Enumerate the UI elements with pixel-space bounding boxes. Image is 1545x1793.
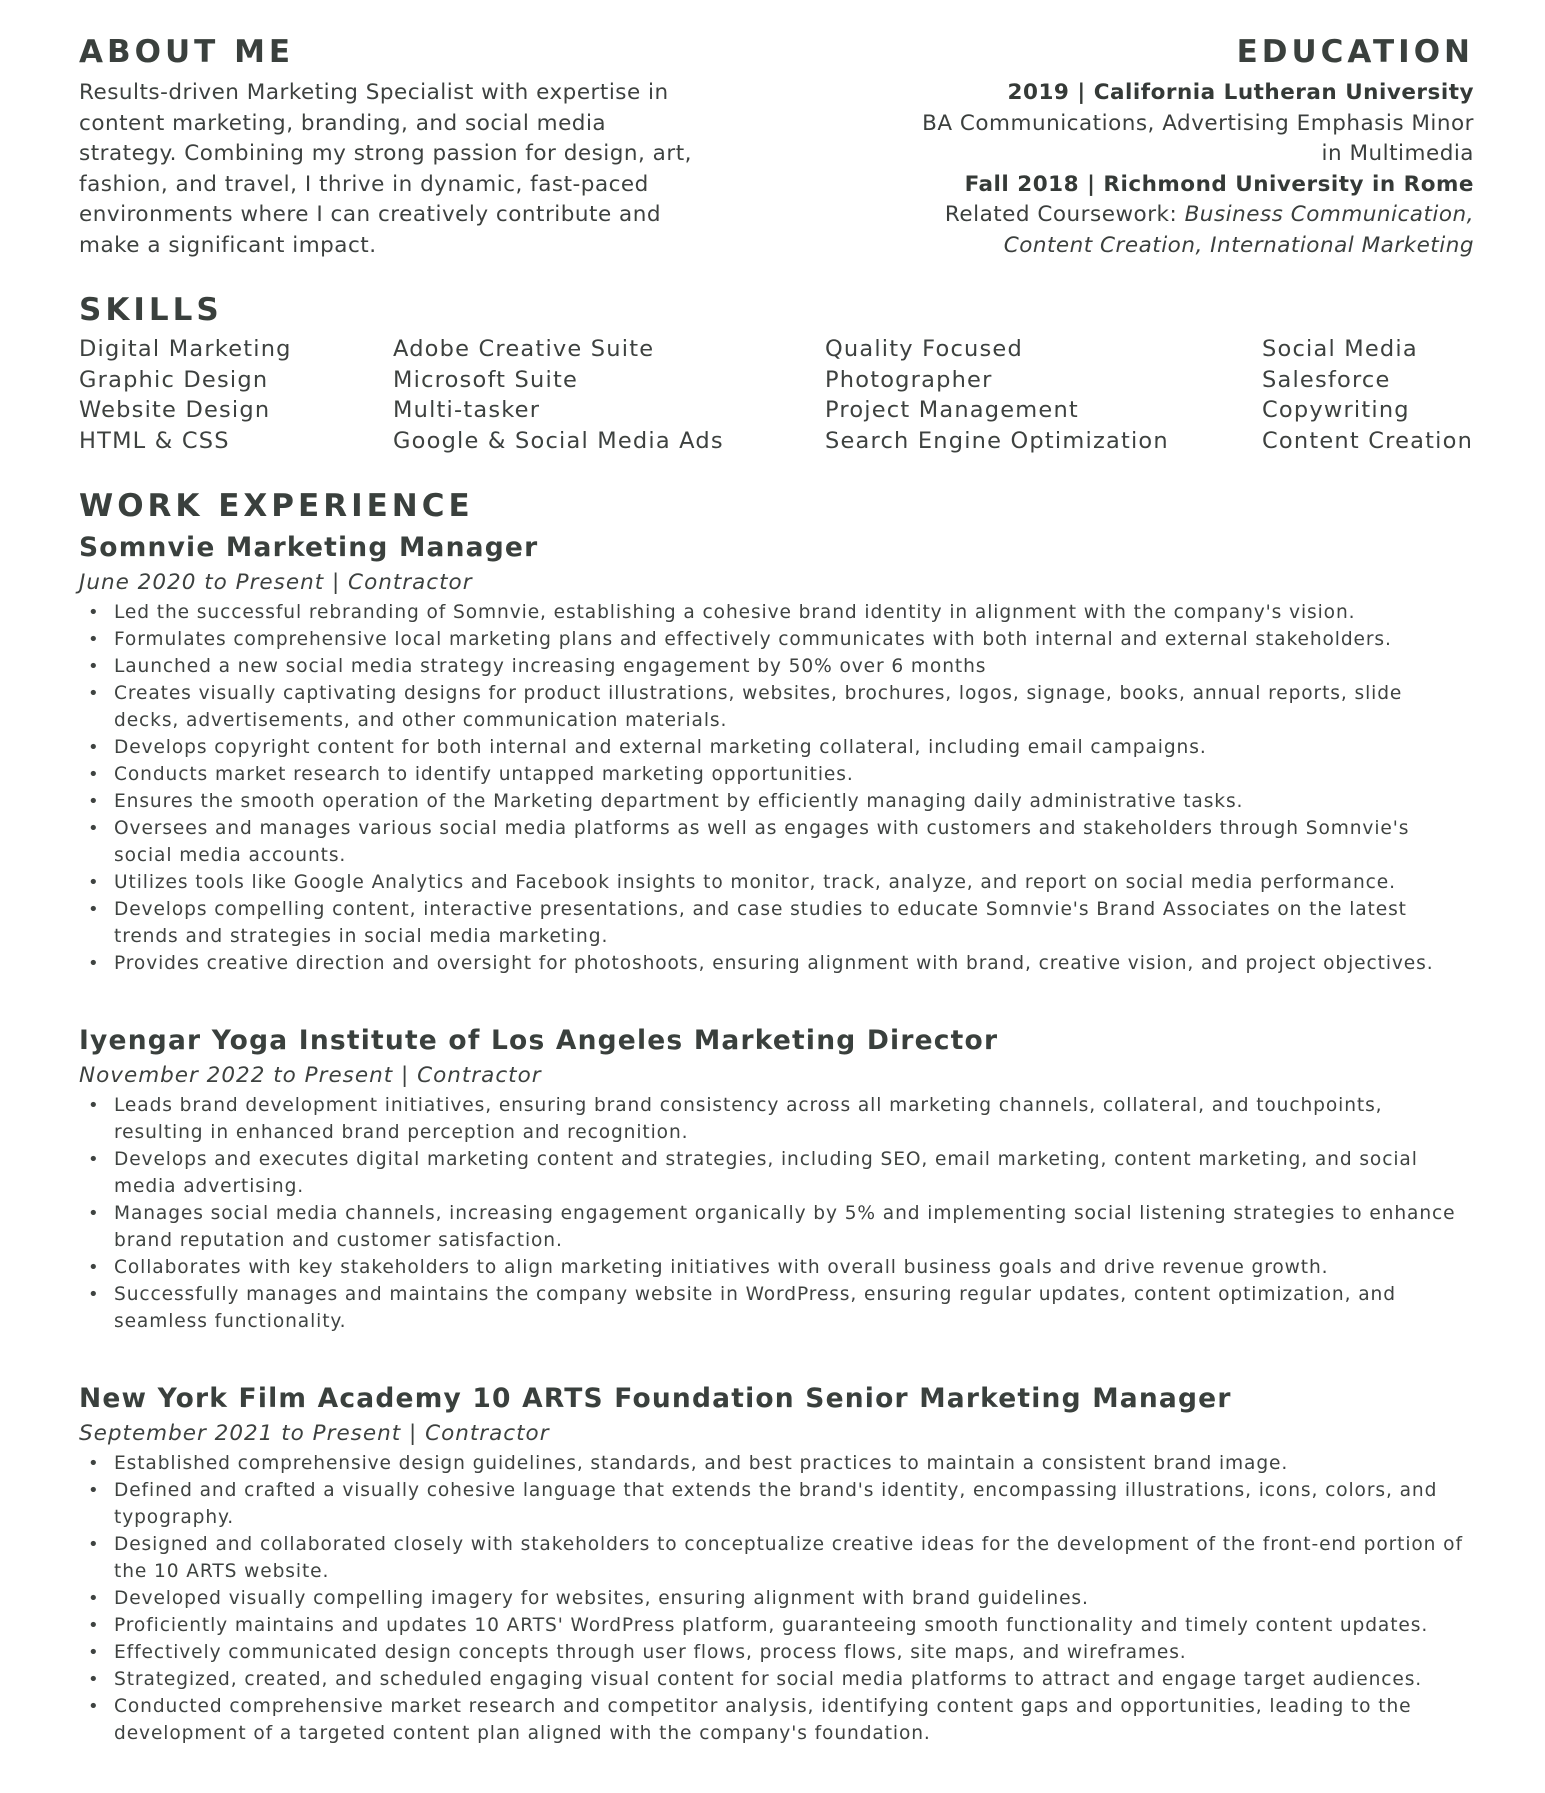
job-bullet: • Successfully manages and maintains the company website in WordPress, ensuring regular updates, content optimization, and seamless functionality. <box>79 1281 1474 1335</box>
job-bullet-list <box>79 1450 1474 1747</box>
job-entry <box>79 1381 1474 1747</box>
job-bullet: • Oversees and manages various social media platforms as well as engages with customers and stakeholders through Somnvie's social media accounts. <box>79 815 1474 869</box>
job-bullet: • Collaborates with key stakeholders to align marketing initiatives with overall business goals and drive revenue growth. <box>79 1254 1474 1281</box>
job-bullet: • Defined and crafted a visually cohesive language that extends the brand's identity, encompassing illustrations, icons, colors, and typography. <box>79 1477 1474 1531</box>
education-coursework-line-1 <box>834 200 1474 231</box>
skill-item: Microsoft Suite <box>393 366 579 393</box>
job-bullet: • Effectively communicated design concepts through user flows, process flows, site maps, and wireframes. <box>79 1639 1474 1666</box>
skill-item: Copywriting <box>1262 397 1410 423</box>
job-date: September 2021 to Present | Contractor <box>79 1421 550 1446</box>
skill-item: Website Design <box>79 397 271 423</box>
skills-column-2 <box>393 334 724 456</box>
skills-column-1 <box>79 334 292 456</box>
about-section <box>79 32 699 290</box>
job-bullet: • Conducted comprehensive market research and competitor analysis, identifying content gaps and opportunities, leading to the development of a targeted content plan aligned with the company's foundation. <box>79 1693 1474 1747</box>
about-text: Results-driven Marketing Specialist with expertise in content marketing, branding, and social media strategy. Combining my strong passion for design, art, fashion, and travel, I thrive in dynamic, fast-paced environments where I can creatively contribute and make a significant impact. <box>79 80 692 258</box>
skill-item: Google & Social Media Ads <box>393 427 724 454</box>
skills-column-4 <box>1262 334 1473 456</box>
job-bullet: • Develops and executes digital marketing content and strategies, including SEO, email marketing, content marketing, and social media advertising. <box>79 1146 1474 1200</box>
job-bullet: • Launched a new social media strategy increasing engagement by 50% over 6 months <box>79 653 1474 680</box>
job-bullet: • Designed and collaborated closely with stakeholders to conceptualize creative ideas for the development of the front-end portion of the 10 ARTS website. <box>79 1531 1474 1585</box>
skill-item: Salesforce <box>1262 366 1391 393</box>
top-row <box>79 32 1474 290</box>
job-bullet: • Develops compelling content, interactive presentations, and case studies to educate Somnvie's Brand Associates on the latest trends and strategies in social media marketing. <box>79 896 1474 950</box>
skill-item: Graphic Design <box>79 366 269 393</box>
job-bullet: • Formulates comprehensive local marketing plans and effectively communicates with both internal and external stakeholders. <box>79 626 1474 653</box>
job-entry <box>79 530 1474 977</box>
skill-item: HTML & CSS <box>79 427 230 454</box>
resume-page <box>79 32 1474 1793</box>
jobs-list <box>79 530 1474 1747</box>
job-bullet: • Developed visually compelling imagery for websites, ensuring alignment with brand guidelines. <box>79 1585 1474 1612</box>
job-title: New York Film Academy 10 ARTS Foundation Senior Marketing Manager <box>79 1383 1232 1414</box>
skill-item: Multi-tasker <box>393 397 541 423</box>
job-entry <box>79 1023 1474 1335</box>
job-bullet: • Manages social media channels, increasing engagement organically by 5% and implementing social listening strategies to enhance brand reputation and customer satisfaction. <box>79 1200 1474 1254</box>
education-school-2: Fall 2018 | Richmond University in Rome <box>964 171 1474 197</box>
job-bullet: • Established comprehensive design guidelines, standards, and best practices to maintain a consistent brand image. <box>79 1450 1474 1477</box>
job-bullet: • Ensures the smooth operation of the Marketing department by efficiently managing daily administrative tasks. <box>79 788 1474 815</box>
skill-item: Search Engine Optimization <box>825 427 1169 454</box>
job-bullet: • Led the successful rebranding of Somnvie, establishing a cohesive brand identity in alignment with the company's vision. <box>79 599 1474 626</box>
job-bullet: • Provides creative direction and oversight for photoshoots, ensuring alignment with brand, creative vision, and project objectives. <box>79 950 1474 977</box>
job-bullet: • Strategized, created, and scheduled engaging visual content for social media platforms to attract and engage target audiences. <box>79 1666 1474 1693</box>
skills-heading: SKILLS <box>79 292 223 328</box>
work-experience-section <box>79 486 1474 1747</box>
skill-item: Quality Focused <box>825 336 1023 362</box>
skill-item: Adobe Creative Suite <box>393 336 655 362</box>
skill-item: Digital Marketing <box>79 336 292 362</box>
job-bullet: • Conducts market research to identify untapped marketing opportunities. <box>79 761 1474 788</box>
job-date: June 2020 to Present | Contractor <box>79 570 473 595</box>
education-heading: EDUCATION <box>1236 34 1474 70</box>
job-bullet: • Utilizes tools like Google Analytics and Facebook insights to monitor, track, analyze, and report on social media performance. <box>79 869 1474 896</box>
job-bullet-list <box>79 1092 1474 1335</box>
job-title: Iyengar Yoga Institute of Los Angeles Marketing Director <box>79 1025 999 1056</box>
skill-item: Photographer <box>825 366 993 393</box>
job-title: Somnvie Marketing Manager <box>79 532 539 563</box>
education-school-1: 2019 | California Lutheran University <box>1007 80 1474 105</box>
education-section <box>834 32 1474 290</box>
skills-section <box>79 290 1474 486</box>
job-bullet-list <box>79 599 1474 977</box>
education-coursework-line-2: Content Creation, International Marketing <box>1003 232 1474 258</box>
job-bullet: • Develops copyright content for both internal and external marketing collateral, including email campaigns. <box>79 734 1474 761</box>
skill-item: Project Management <box>825 397 1079 423</box>
work-experience-heading: WORK EXPERIENCE <box>79 488 474 524</box>
education-degree-1-line-1: BA Communications, Advertising Emphasis Minor <box>922 110 1474 136</box>
coursework-label: Related Coursework: <box>944 202 1185 227</box>
education-degree-1-line-2: in Multimedia <box>1321 141 1474 166</box>
skill-item: Social Media <box>1262 336 1418 362</box>
job-bullet: • Creates visually captivating designs for product illustrations, websites, brochures, logos, signage, books, annual reports, slide decks, advertisements, and other communication materials. <box>79 680 1474 734</box>
coursework-list-part-1: Business Communication, <box>1184 202 1474 227</box>
job-date: November 2022 to Present | Contractor <box>79 1063 542 1088</box>
skill-item: Content Creation <box>1262 427 1474 454</box>
skills-grid <box>79 334 1474 464</box>
job-bullet: • Leads brand development initiatives, ensuring brand consistency across all marketing channels, collateral, and touchpoints, resulting in enhanced brand perception and recognition. <box>79 1092 1474 1146</box>
skills-column-3 <box>825 334 1169 456</box>
about-heading: ABOUT ME <box>79 34 295 70</box>
job-bullet: • Proficiently maintains and updates 10 ARTS' WordPress platform, guaranteeing smooth functionality and timely content updates. <box>79 1612 1474 1639</box>
